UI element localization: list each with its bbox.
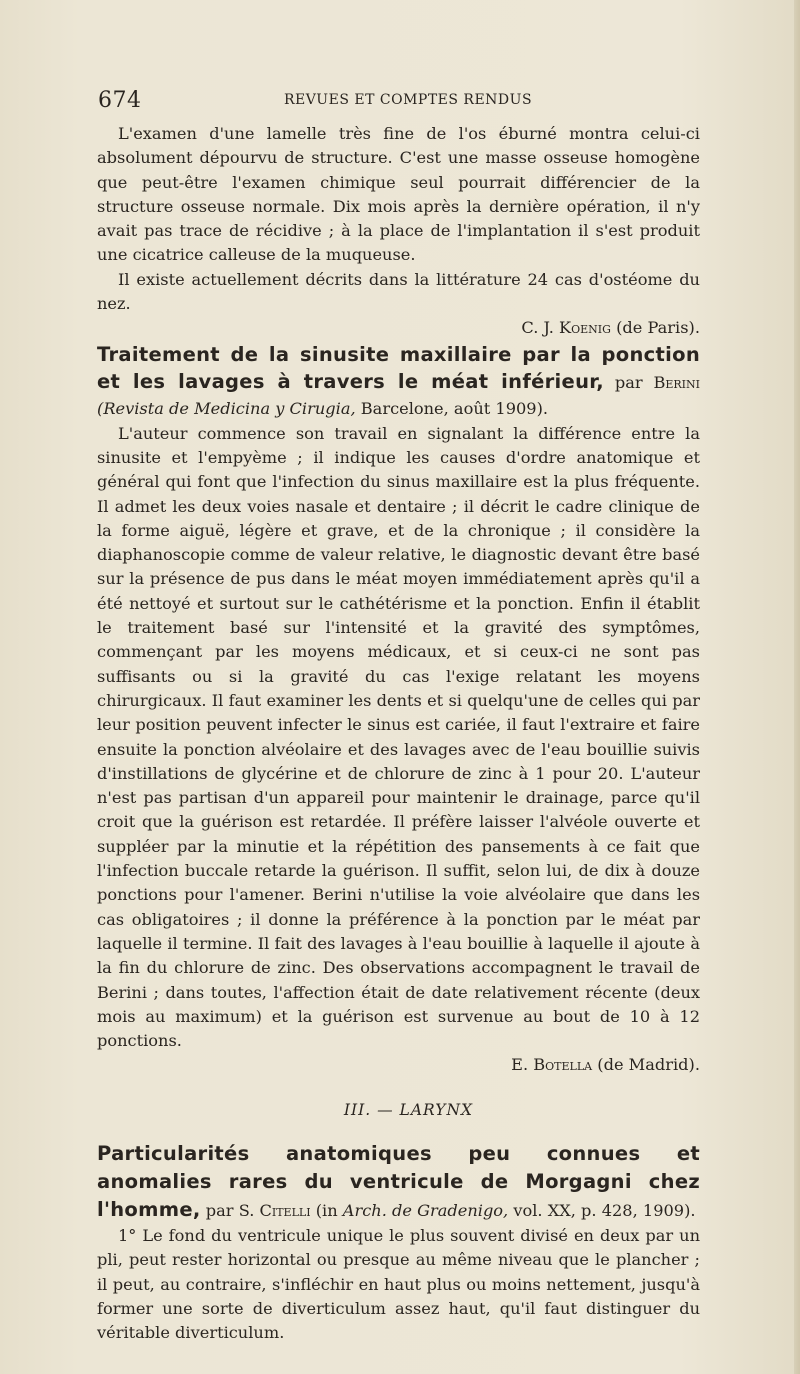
paragraph-text: L'auteur commence son travail en signalant la différence entre la sinusite et l'empyème ; il indique les causes d'ordre anatomique et général qui font que l'infection du sinus maxillaire est la plus fréquente. Il admet les deux voies nasale et dentaire ; il décrit le cadre clinique de la forme aiguë, légère et grave, et de la chronique ; il considère la diaphanoscopie comme de valeur relative, le diagnostic devant être basé sur la présence de pus dans le méat moyen immédiatement après qu'il a été nettoyé et surtout sur le cathétérisme et la ponction. Enfin il établit le traitement basé sur l'intensité et la gravité des symptômes, commençant par les moyens médicaux, et si ceux-ci ne sont pas suffisants ou si la gravité du cas l'exige relatant les moyens chirurgicaux. Il faut examiner les dents et si quelqu'une de celles qui par leur position peuvent infecter le sinus est cariée, il faut l'extraire et faire ensuite la ponction alvéolaire et des lavages avec de l'eau bouillie suivis d'instillations de glycérine et de chlorure de zinc à 1 pour 20. L'auteur n'est pas partisan d'un appareil pour maintenir le drainage, parce qu'il croit que la guérison est retardée. Il préfère laisser l'alvéole ouverte et suppléer par la minutie et la répétition des pansements à ce fait que l'infection buccale retarde la guérison. Il suffit, selon lui, de dix à douze ponctions pour l'amener. Berini n'utilise la voie alvéolaire que dans les cas obligatoires ; il donne la préférence à la ponction par le méat par laquelle il termine. Il fait des lavages à l'eau bouillie à laquelle il ajoute à la fin du chlorure de zinc. Des observations accompagnent le travail de Berini ; dans toutes, l'affection était de date relativement récente (deux mois au maximum) et la guérison est survenue au bout de 10 à 12 ponctions. bbox=[97, 423, 700, 1051]
review-signature bbox=[97, 316, 700, 340]
article-reference: vol. XX, p. 428, 1909). bbox=[513, 1200, 696, 1220]
signature-location: (de Madrid). bbox=[597, 1055, 700, 1075]
paragraph-osteome-conclusion bbox=[97, 122, 700, 268]
article-place-date: Barcelone, août 1909). bbox=[360, 398, 549, 418]
paragraph-text: Il existe actuellement décrits dans la littérature 24 cas d'ostéome du nez. bbox=[97, 269, 700, 314]
article-by: par bbox=[205, 1200, 234, 1220]
article-author: S. Citelli bbox=[238, 1200, 311, 1220]
signature-location: (de Paris). bbox=[616, 318, 700, 338]
section-heading-larynx: III. — LARYNX bbox=[343, 1100, 474, 1119]
article-heading-morgagni bbox=[97, 1140, 700, 1224]
page-body bbox=[97, 122, 700, 1345]
article-source-prefix: (in bbox=[315, 1200, 338, 1220]
review-signature bbox=[97, 1053, 700, 1077]
article-title: Particularités anatomiques peu connues et anomalies rares du ventricule de Morgagni chez l'homme, bbox=[97, 1141, 700, 1221]
signature-author: C. J. Koenig bbox=[521, 318, 611, 338]
paragraph-text: 1° Le fond du ventricule unique le plus souvent divisé en deux par un pli, peut rester horizontal ou presque au même niveau que le plancher ; il peut, au contraire, s'infléchir en haut plus ou moins nettement, jusqu'à former une sorte de diverticulum assez haut, qu'il faut distinguer du véritable diverticulum. bbox=[97, 1225, 700, 1343]
article-journal: Arch. de Gradenigo, bbox=[342, 1200, 509, 1220]
paragraph-osteome-count bbox=[97, 268, 700, 317]
article-author: Berini bbox=[653, 372, 700, 392]
article-title: Traitement de la sinusite maxillaire par la ponction et les lavages à travers le méat inférieur, bbox=[97, 342, 700, 393]
article-body-sinusite bbox=[97, 422, 700, 1054]
signature-author: E. Botella bbox=[511, 1055, 593, 1075]
page-header bbox=[0, 88, 800, 118]
paragraph-text: L'examen d'une lamelle très fine de l'os éburné montra celui-ci absolument dépourvu de structure. C'est une masse osseuse homogène que peut-être l'examen chimique seul pourrait différencier de la structure osseuse normale. Dix mois après la dernière opération, il n'y avait pas trace de récidive ; à la place de l'implantation il s'est produit une cicatrice calleuse de la muqueuse. bbox=[97, 124, 700, 265]
page-number: 674 bbox=[98, 88, 142, 113]
running-head: REVUES ET COMPTES RENDUS bbox=[283, 92, 533, 108]
article-by: par bbox=[614, 372, 643, 392]
page-edge bbox=[794, 0, 800, 1374]
article-body-morgagni bbox=[97, 1224, 700, 1345]
article-heading-sinusite bbox=[97, 342, 700, 422]
article-journal: (Revista de Medicina y Cirugia, bbox=[97, 398, 356, 418]
